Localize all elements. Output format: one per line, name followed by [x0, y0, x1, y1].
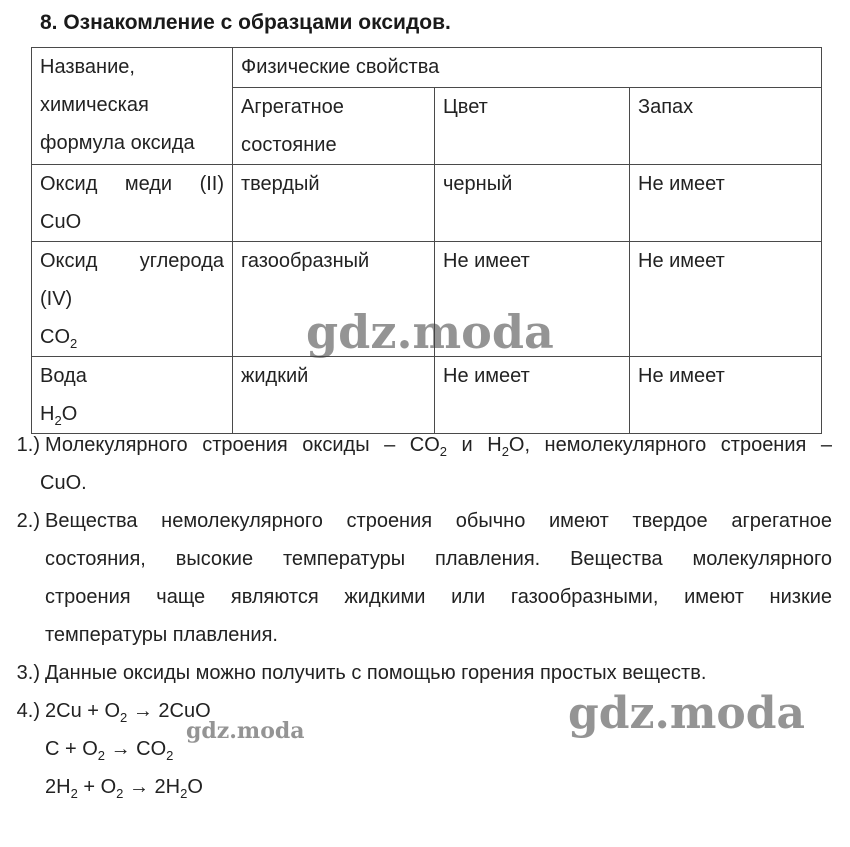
oxide-name-cell — [32, 165, 233, 242]
smell-cell: Не имеет — [630, 357, 822, 434]
header-state-line: состояние — [241, 134, 337, 156]
page-title: 8. Ознакомление с образцами оксидов. — [40, 11, 451, 34]
oxide-name — [40, 242, 224, 280]
state-cell: твердый — [233, 165, 435, 242]
watermark: gdz.moda — [186, 718, 305, 744]
color-cell: Не имеет — [435, 242, 630, 357]
oxide-formula: CuO — [40, 211, 82, 233]
oxide-name-word: (II) — [199, 173, 224, 195]
watermark: gdz.moda — [306, 305, 554, 359]
oxide-name-word: углерода — [139, 250, 224, 272]
item-line: CuO. — [40, 472, 87, 494]
header-name-line: Название, — [40, 56, 135, 78]
color-cell: черный — [435, 165, 630, 242]
table-header-row — [32, 48, 822, 88]
oxide-name — [40, 165, 224, 203]
smell-cell: Не имеет — [630, 165, 822, 242]
oxide-name-word: Оксид — [40, 173, 98, 195]
color-cell: Не имеет — [435, 357, 630, 434]
equation: $C + O_2 \to CO_2$ — [45, 738, 174, 763]
list-item — [0, 502, 832, 654]
oxide-formula: $H_2O$ — [40, 403, 78, 428]
oxide-formula: $CO_2$ — [40, 326, 78, 351]
header-state-line: Агрегатное — [241, 96, 344, 118]
item-number: 3.) — [16, 662, 40, 684]
list-item — [0, 426, 832, 502]
header-name-line: формула оксида — [40, 132, 195, 154]
header-name-line: химическая — [40, 94, 149, 116]
table-row — [32, 357, 822, 434]
header-name-cell — [32, 48, 233, 165]
header-smell-cell: Запах — [630, 88, 822, 165]
oxide-name: Вода — [40, 365, 87, 387]
oxide-name-word: Оксид — [40, 250, 98, 272]
list-item — [0, 654, 832, 692]
oxide-name-word: меди — [124, 173, 173, 195]
item-line: Вещества немолекулярного строения обычно имеют твердое агрегатное — [45, 510, 832, 532]
oxides-table — [31, 47, 822, 434]
equation: $2H_2 + O_2 \to 2H_2O$ — [45, 776, 203, 801]
item-number: 1.) — [16, 434, 40, 456]
answers-list — [0, 426, 832, 806]
item-text: Данные оксиды можно получить с помощью горения простых веществ. — [45, 662, 707, 684]
item-number: 4.) — [16, 700, 40, 722]
state-cell: газообразный — [233, 242, 435, 357]
oxide-name-cell — [32, 242, 233, 357]
header-color-cell: Цвет — [435, 88, 630, 165]
item-line: Молекулярного строения оксиды – $CO_2$ и $H_2O$, немолекулярного строения – — [45, 434, 833, 459]
item-number: 2.) — [16, 510, 40, 532]
equation: $2Cu + O_2 \to 2CuO$ — [45, 700, 211, 725]
item-text — [40, 426, 832, 502]
header-state-cell — [233, 88, 435, 165]
table-row — [32, 165, 822, 242]
header-props-cell: Физические свойства — [233, 48, 822, 88]
smell-cell: Не имеет — [630, 242, 822, 357]
oxide-name-extra: (IV) — [40, 288, 73, 310]
watermark: gdz.moda — [568, 688, 806, 739]
oxide-name-cell — [32, 357, 233, 434]
item-line: строения чаще являются жидкими или газообразными, имеют низкие — [45, 586, 832, 608]
item-line: состояния, высокие температуры плавления. Вещества молекулярного — [45, 548, 832, 570]
state-cell: жидкий — [233, 357, 435, 434]
item-line: температуры плавления. — [45, 624, 278, 646]
item-text — [40, 502, 832, 654]
